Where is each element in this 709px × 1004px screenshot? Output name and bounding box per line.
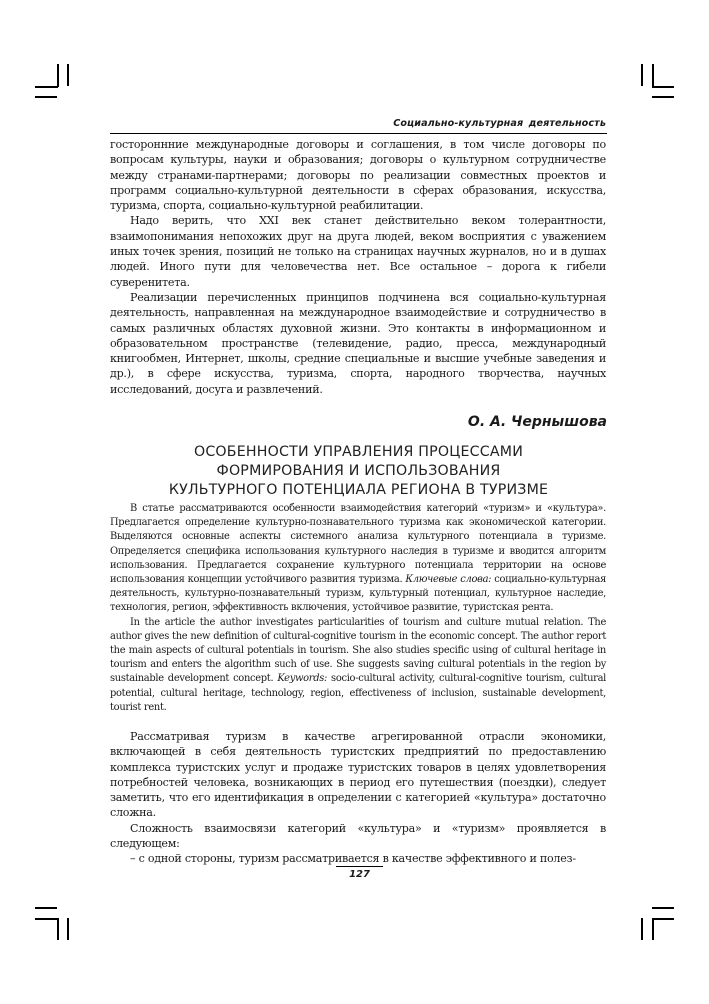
crop-mark-bottom-right-v1 bbox=[641, 918, 643, 940]
title-line: КУЛЬТУРНОГО ПОТЕНЦИАЛА РЕГИОНА В ТУРИЗМЕ bbox=[168, 482, 549, 498]
running-head: Социально-культурная деятельность bbox=[393, 118, 606, 129]
crop-mark-top-right-h1 bbox=[652, 86, 674, 88]
crop-mark-top-right-v2 bbox=[652, 64, 654, 87]
title-line: ОСОБЕННОСТИ УПРАВЛЕНИЯ ПРОЦЕССАМИ bbox=[193, 444, 524, 460]
paragraph: Рассматривая туризм в качестве агрегированной отрасли экономики, включающей в себя деятельность туристских предприятий по предоставлению комплекса туристских услуг и продаже туристских товаров в целях удовлетворения потребностей человека, возникающих в период его путешествия (поездки), следует заметить, что его идентификация в определении с категорией «культура» достаточно сложна. bbox=[110, 730, 606, 820]
crop-mark-bottom-left-v1 bbox=[57, 918, 59, 940]
crop-mark-top-left-h1 bbox=[35, 86, 58, 88]
keywords-en: socio-cultural activity, cultural-cognitive tourism, cultural potential, cultural heritage, technology, region, effectiveness of inclusion, sustainable development, tourist rent. bbox=[110, 673, 607, 713]
crop-mark-bottom-left-h1 bbox=[35, 907, 57, 909]
crop-mark-bottom-left-v2 bbox=[67, 918, 69, 940]
continued-text bbox=[110, 137, 606, 397]
keywords-ru: социально-культурная деятельность, культурно-познавательный туризм, культурный потенциал, культурное наследие, технология, регион, эффективность включения, устойчивое развитие, туристская рента. bbox=[110, 574, 606, 614]
crop-mark-top-left-v1 bbox=[57, 64, 59, 87]
crop-mark-bottom-right-h1 bbox=[652, 907, 674, 909]
article-body bbox=[110, 729, 606, 867]
crop-mark-top-right-v1 bbox=[641, 64, 643, 86]
paragraph: Реализации перечисленных принципов подчинена вся социально-культурная деятельность, направленная на международное взаимодействие и сотрудничество в самых различных областях духовной жизни. Это контакты в информационном и образовательном пространстве (телевидение, радио, пресса, международный книгообмен, Интернет, школы, средние специальные и высшие учебные заведения и др.), в сфере искусства, туризма, спорта, народного творчества, научных исследований, досуга и развлечений. bbox=[110, 290, 606, 396]
header-rule bbox=[110, 133, 607, 134]
keywords-en-label: Keywords: bbox=[277, 673, 328, 685]
page-number: 127 bbox=[349, 869, 370, 880]
abstract-en-text: In the article the author investigates particularities of tourism and culture mutual relation. The author gives the new definition of cultural-cognitive tourism in the economic concept. The author report the main aspects of cultural potentials in tourism. She also studies specific using of cultural heritage in tourism and enters the algorithm such of use. She suggests saving cultural potentials in the region by sustainable development concept. bbox=[110, 616, 606, 685]
article-author: О. А. Чернышова bbox=[467, 414, 607, 430]
keywords-ru-label: Ключевые слова: bbox=[405, 574, 492, 586]
paragraph: Сложность взаимосвязи категорий «культура» и «туризм» проявляется в следующем: bbox=[110, 821, 606, 851]
paragraph: гостороннние международные договоры и соглашения, в том числе договоры по вопросам культуры, науки и образования; договоры о культурном сотрудничестве между странами-партнерами; договоры по реализации совместных проектов и программ социально-культурной деятельности в сферах образования, искусства, туризма, спорта, социально-культурной реабилитации. bbox=[110, 138, 606, 213]
crop-mark-top-right-h2 bbox=[652, 96, 674, 98]
title-line: ФОРМИРОВАНИЯ И ИСПОЛЬЗОВАНИЯ bbox=[216, 463, 501, 479]
paragraph: – с одной стороны, туризм рассматривается в качестве эффективного и полез- bbox=[130, 852, 576, 866]
crop-mark-bottom-left-h2 bbox=[35, 918, 58, 920]
abstract-en bbox=[110, 616, 606, 715]
abstract-ru bbox=[110, 502, 606, 616]
crop-mark-top-left-v2 bbox=[67, 64, 69, 86]
abstract-ru-text: В статье рассматриваются особенности взаимодействия категорий «туризм» и «культура». Предлагается определение культурно-познавательного туризма как экономической категории. Выделяются основные аспекты системного анализа культурного потенциала в туризме. Определяется специфика использования культурного наследия в туризме и вводится алгоритм использования. Предлагается сохранение культурного потенциала территории на основе использования концепции устойчивого развития туризма. bbox=[110, 503, 606, 586]
article-title bbox=[110, 443, 607, 500]
crop-mark-top-left-h2 bbox=[35, 96, 57, 98]
crop-mark-bottom-right-v2 bbox=[652, 918, 654, 940]
crop-mark-bottom-right-h2 bbox=[652, 918, 674, 920]
footer-rule bbox=[336, 866, 383, 867]
abstract bbox=[110, 502, 606, 715]
paragraph: Надо верить, что XXI век станет действительно веком толерантности, взаимопонимания непохожих друг на друга людей, веком восприятия с уважением иных точек зрения, позиций не только на страницах научных журналов, но и в душах людей. Иного пути для человечества нет. Все остальное – дорога к гибели суверенитета. bbox=[110, 214, 606, 289]
